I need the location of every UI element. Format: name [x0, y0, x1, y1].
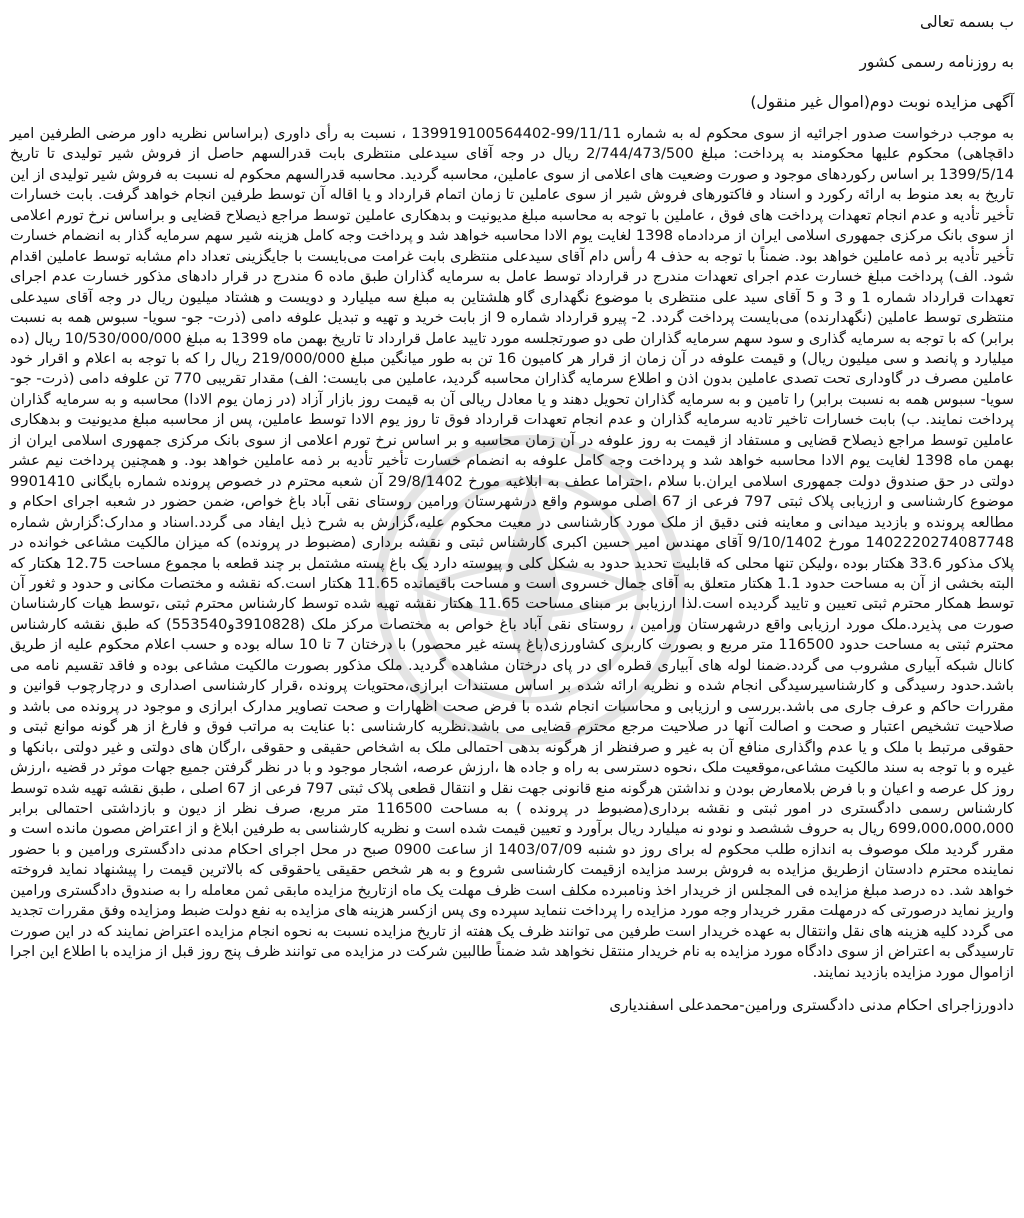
notice-title: آگهی مزایده نوبت دوم(اموال غیر منقول)	[750, 93, 1014, 111]
publication-line: به روزنامه رسمی کشور	[859, 53, 1014, 71]
signature-line: دادورزاجرای احکام مدنی دادگستری ورامین-محمدعلی اسفندیاری	[609, 996, 1014, 1015]
notice-body: به موجب درخواست صدور اجرائیه از سوی محکوم له به شماره 99/11/11-139919100564402 ، نسبت به رأی داوری (براساس نظریه داور مرضی الطرفین امیر داقچاهی) محکوم علیها محکومند به پرداخت: مبلغ 2/744/473/500 ریال در وجه آقای سیدعلی منتظری بابت قدرالسهم حاصل از فروش شیر تولیدی تا تاریخ 1399/5/14 بر اساس رکوردهای موجود و صورت وضعیت های اعلامی از سوی عاملین، محاسبه گردید. محاسبه قدرالسهم محکوم له نسبت به فروش شیر تولیدی از این تاریخ به بعد منوط به ارائه رکورد و اسناد و فاکتورهای فروش شیر از سوی عاملین تا زمان اتمام قرارداد و یا اقاله آن توسط طرفین انجام خواهد گرفت. بابت خسارات تأخیر تأدیه و عدم انجام تعهدات پرداخت های فوق ، عاملین با توجه به محاسبه مبلغ مدیونیت و بدهکاری عاملین توسط مراجع ذیصلاح قضایی و براساس نرخ تورم اعلامی از سوی بانک مرکزی جمهوری اسلامی ایران از مردادماه 1398 لغایت یوم الادا محاسبه خواهد شد و پرداخت وجه کامل هزینه شیر سهم سرمایه گذار به انضمام خسارت تأخیر تأدیه بر ذمه عاملین خواهد بود. ضمناً با توجه به حذف 4 رأس دام آقای سیدعلی منتظری بابت غرامت می‌بایست با جایگزینی تعداد دام مشابه توسط عاملین اقدام شود. الف) پرداخت مبلغ خسارت عدم اجرای تعهدات مندرج در قرارداد توسط عامل به سرمایه گذاران طبق ماده 6 مندرج در قرار دادهای مذکور خسارت عدم اجرای تعهدات قرارداد شماره 1 و 3 و 5 آقای سید علی منتظری با موضوع نگهداری گاو هلشتاین به مبلغ سه میلیارد و دویست و هشتاد میلیون ریال در وجه آقای سیدعلی منتظری توسط عاملین (نگهدارنده) می‌بایست پرداخت گردد. 2- پیرو قرارداد شماره 9 از بابت خرید و تهیه و تبدیل علوفه دامی (ذرت- جو- سویا- سبوس همه به نسبت برابر) که با توجه به سرمایه گذاری و سود سهم سرمایه گذاران طی دو صورتجلسه مورد تایید عامل قرارداد تا تاریخ بهمن ماه 1399 به مبلغ 10/530/000/000 ریال (ده میلیارد و پانصد و سی میلیون ریال) و قیمت علوفه در آن زمان از قرار هر کامیون 16 تن به طور میانگین مبلغ 219/000/000 ریال را که با توجه به اعلام و اقرار خود عاملین مصرف در گاوداری تحت تصدی عاملین بدون اذن و اطلاع سرمایه گذاران محاسبه گردید، عاملین می بایست: الف) مقدار تقریبی 770 تن علوفه دامی (ذرت- جو- سویا- سبوس همه به نسبت برابر) را تامین و به سرمایه گذاران تحویل دهند و یا معادل ریالی آن به قیمت روز بازار آزاد (در زمان یوم الادا) محاسبه و به سرمایه گذاران پرداخت نمایند. ب) بابت خسارات تاخیر تادیه سرمایه گذاران و عدم انجام تعهدات قرارداد فوق تا روز یوم الادا توسط عاملین، پس از محاسبه مبلغ مدیونیت و بدهکاری عاملین توسط مراجع ذیصلاح قضایی و مستفاد از قیمت به روز علوفه در آن زمان محاسبه و بر اساس نرخ تورم اعلامی از سوی بانک مرکزی جمهوری اسلامی ایران از بهمن ماه 1398 لغایت یوم الادا محاسبه خواهد شد و پرداخت وجه کامل علوفه به انضمام خسارت تأخیر تأدیه بر ذمه عاملین خواهد بود. و همچنین پرداخت نیم عشر دولتی در حق صندوق دولت جمهوری اسلامی ایران.با سلام ،احتراما عطف به ابلاغیه مورخ 29/8/1402 آن شعبه محترم در خصوص پرونده شماره بایگانی 9901410 موضوع کارشناسی و ارزیابی پلاک ثبتی 797 فرعی از 67 اصلی موسوم واقع درشهرستان ورامین روستای نقی آباد باغ خواص، ضمن حضور در شعبه اجرای احکام و مطالعه پرونده و بازدید میدانی و معاینه فنی دقیق از ملک مورد کارشناسی در معیت محکوم علیه،گزارش به شرح ذیل ایفاد می گردد.اسناد و مدارک:گزارش شماره 1402220274087748 مورخ 9/10/1402 آقای مهندس امیر حسین اکبری کارشناس ثبتی و نقشه برداری (مضبوط در پرونده) که میزان مالکیت مشاعی خوانده در پلاک مذکور 33.6 هکتار بوده ،ولیکن تنها محلی که قابلیت تحدید حدود به شکل کلی و پیوسته دارد یک باغ پسته مشتمل بر چند قطعه با مجموع مساحت 12.75 هکتار که البته بخشی از آن به مساحت حدود 1.1 هکتار متعلق به آقای جمال خسروی است و مساحت باقیمانده 11.65 هکتار است.که نقشه و مختصات مکانی و حدود و ثغور آن توسط همکار محترم ثبتی تعیین و تایید گردیده است.لذا ارزیابی بر مبنای مساحت 11.65 هکتار نقشه تهیه شده توسط کارشناس محترم ثبتی ،توسط هیات کارشناسان صورت می پذیرد.ملک مورد ارزیابی واقع درشهرستان ورامین ، روستای نقی آباد باغ خواص به مختصات مرکز ملک (3910828و553540) که طبق نقشه کارشناس محترم ثبتی به مساحت حدود 116500 متر مربع و بصورت کاربری کشاورزی(باغ پسته غیر محصور) با درختان 7 تا 10 ساله بوده و حسب اعلام محکوم علیه از طریق کانال شبکه آبیاری مشروب می گردد.ضمنا لوله های آبیاری قطره ای در پای درختان مشاهده گردید. ملک مذکور بصورت مالکیت مشاعی بوده و فاقد تقسیم نامه می باشد.حدود رسیدگی و کارشناسیرسیدگی انجام شده و نظریه ارائه شده بر اساس مستندات ابرازی،محتویات پرونده ،قرار کارشناسی اصداری و درچارچوب قوانین و مقررات حاکم و عرف جاری می باشد.بررسی و ارزیابی و محاسبات انجام شده با فرض صحت اظهارات و صحت تصاویر مدارک ابرازی و موجود در پرونده می باشد و صلاحیت تشخیص اعتبار و صحت و اصالت آنها در صلاحیت مرجع محترم قضایی می باشد.نظریه کارشناسی :با عنایت به مراتب فوق و فارغ از هر گونه موانع ثبتی و حقوقی مرتبط با ملک و یا عدم واگذاری منافع آن به غیر و صرفنظر از هرگونه بدهی احتمالی ملک به اشخاص حقیقی و حقوقی ،ارگان های دولتی و غیر دولتی ،بانکها و غیره و با توجه به سند مالکیت مشاعی،موقعیت ملک ،نحوه دسترسی به راه و جاده ها ،ارزش عرصه، اشجار موجود و با در نظر گرفتن جمیع جهات موثر در قضیه ،ارزش روز کل عرصه و اعیان و با فرض بلامعارض بودن و نداشتن هرگونه منع قانونی جهت نقل و انتقال قطعی پلاک ثبتی 797 فرعی از 67 اصلی ، طبق نقشه تهیه شده توسط کارشناس رسمی دادگستری در امور ثبتی و نقشه برداری(مضبوط در پرونده ) به مساحت 116500 متر مربع، صرف نظر از دیون و بازداشتی احتمالی برابر 699،000،000،000 ریال به حروف ششصد و نودو نه میلیارد ریال برآورد و تعیین قیمت شده است و نظریه کارشناسی به طرفین ابلاغ و از اعتراض مصون مانده است و مقرر گردید ملک موصوف به اندازه طلب محکوم له برای روز دو شنبه 1403/07/09 از ساعت 0900 صبح در محل اجرای احکام مدنی دادگستری ورامین و با حضور نماینده محترم دادستان ازطریق مزایده به فروش برسد مزایده ازقیمت کارشناسی شروع و به هر شخص حقیقی یاحقوقی که بالاترین قیمت را پیشنهاد نماید فروخته خواهد شد. ده درصد مبلغ مزایده فی المجلس از خریدار اخذ ونامبرده مکلف است ظرف مهلت یک ماه ازتاریخ مزایده مابقی ثمن معامله را به صندوق دادگستری ورامین واریز نماید درصورتی که درمهلت مقرر خریدار وجه مورد مزایده را پرداخت ننماید سپرده وی پس ازکسر هزینه های مزایده به نفع دولت ضبط ومزایده وفق مقررات تجدید می گردد کلیه هزینه های نقل وانتقال به عهده خریدار است طرفین می توانند ظرف یک هفته از تاریخ مزایده نسبت به نحوه انجام مزایده اعتراض نمایند که در این صورت تارسیدگی به اعتراض از سوی دادگاه مورد مزایده به نام خریدار منتقل نخواهد شد ضمناً طالبین شرکت در مزایده می توانند ظرف پنج روز قبل از مزایده با اطلاع این اجرا ازاموال مورد مزایده بازدید نمایند.	[10, 125, 1015, 981]
bismillah-heading: ب بسمه تعالی	[919, 13, 1014, 31]
